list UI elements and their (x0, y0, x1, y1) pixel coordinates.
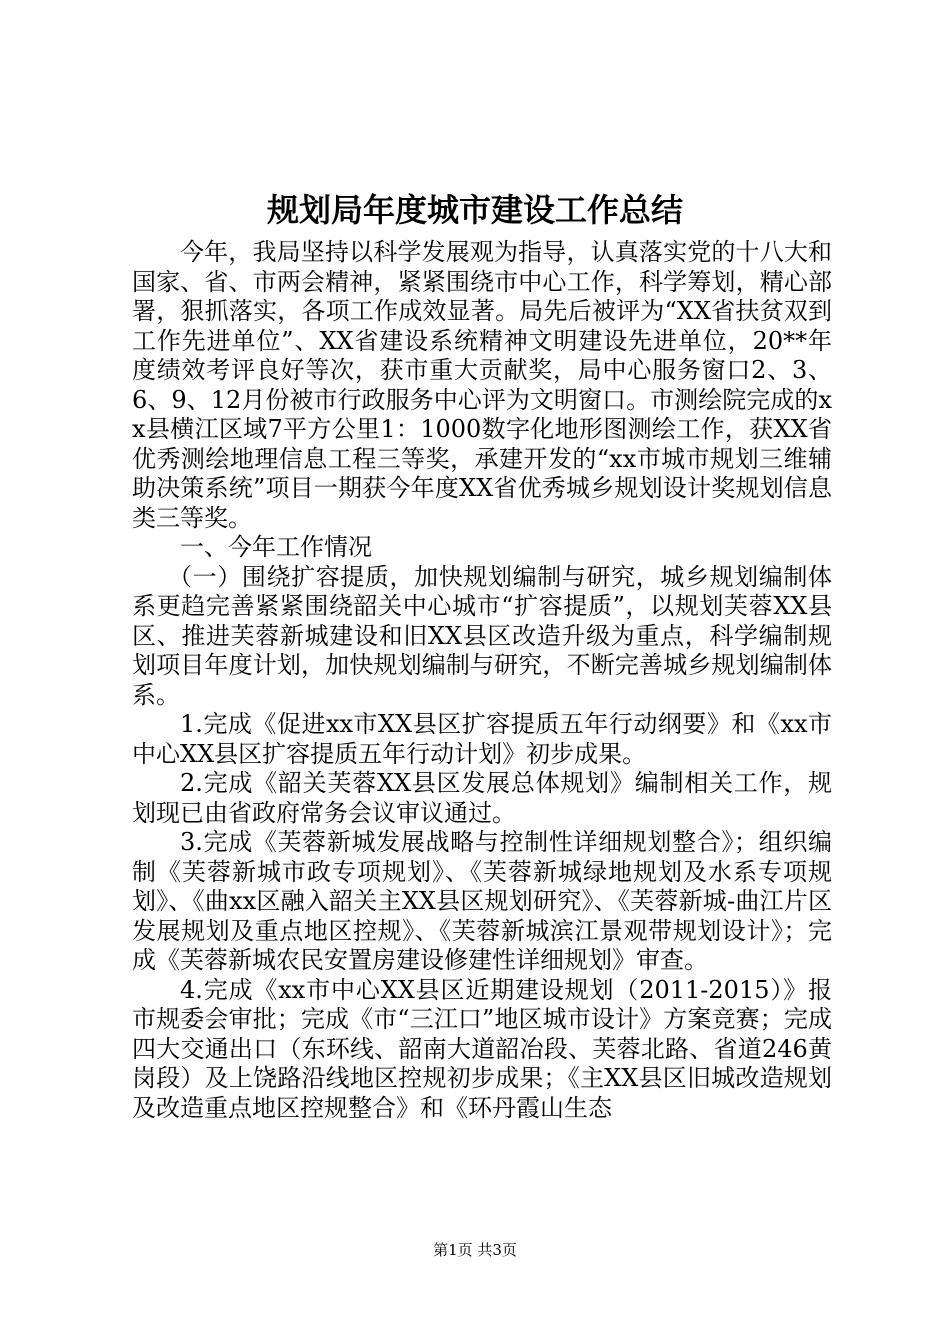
page-number-footer: 第1页 共3页 (433, 1241, 517, 1259)
paragraph-item-3: 3.完成《芙蓉新城发展战略与控制性详细规划整合》；组织编制《芙蓉新城市政专项规划》、《芙蓉新城绿地规划及水系专项规划》、《曲xx区融入韶关主XX县区规划研究》、《芙蓉新城-曲江片区发展规划及重点地区控规》、《芙蓉新城滨江景观带规划设计》；完成《芙蓉新城农民安置房建设修建性详细规划》审查。 (132, 828, 832, 974)
paragraph-item-4: 4.完成《xx市中心XX县区近期建设规划（2011-2015）》报市规委会审批；完成《市“三江口”地区城市设计》方案竞赛；完成四大交通出口（东环线、韶南大道韶冶段、芙蓉北路、省道246黄岗段）及上饶路沿线地区控规初步成果；《主XX县区旧城改造规划及改造重点地区控规整合》和《环丹霞山生态 (132, 975, 832, 1122)
document-title: 规划局年度城市建设工作总结 (266, 191, 683, 229)
section-heading-1: 一、今年工作情况 (180, 533, 372, 561)
paragraph-intro: 今年，我局坚持以科学发展观为指导，认真落实党的十八大和国家、省、市两会精神，紧紧围绕市中心工作，科学筹划，精心部署，狠抓落实，各项工作成效显著。局先后被评为“XX省扶贫双到工作先进单位”、XX省建设系统精神文明建设先进单位，20**年度绩效考评良好等次，获市重大贡献奖，局中心服务窗口2、3、6、9、12月份被市行政服务中心评为文明窗口。市测绘院完成的xx县横江区域7平方公里1：1000数字化地形图测绘工作，获XX省优秀测绘地理信息工程三等奖，承建开发的“xx市城市规划三维辅助决策系统”项目一期获今年度XX省优秀城乡规划设计奖规划信息类三等奖。 (132, 238, 832, 532)
paragraph-subsection-1: （一）围绕扩容提质，加快规划编制与研究，城乡规划编制体系更趋完善紧紧围绕韶关中心城市“扩容提质”，以规划芙蓉XX县区、推进芙蓉新城建设和旧XX县区改造升级为重点，科学编制规划项目年度计划，加快规划编制与研究，不断完善城乡规划编制体系。 (132, 562, 832, 709)
paragraph-item-1: 1.完成《促进xx市XX县区扩容提质五年行动纲要》和《xx市中心XX县区扩容提质五年行动计划》初步成果。 (132, 710, 832, 768)
paragraph-item-2: 2.完成《韶关芙蓉XX县区发展总体规划》编制相关工作，规划现已由省政府常务会议审议通过。 (132, 769, 832, 827)
document-body (132, 238, 832, 1123)
